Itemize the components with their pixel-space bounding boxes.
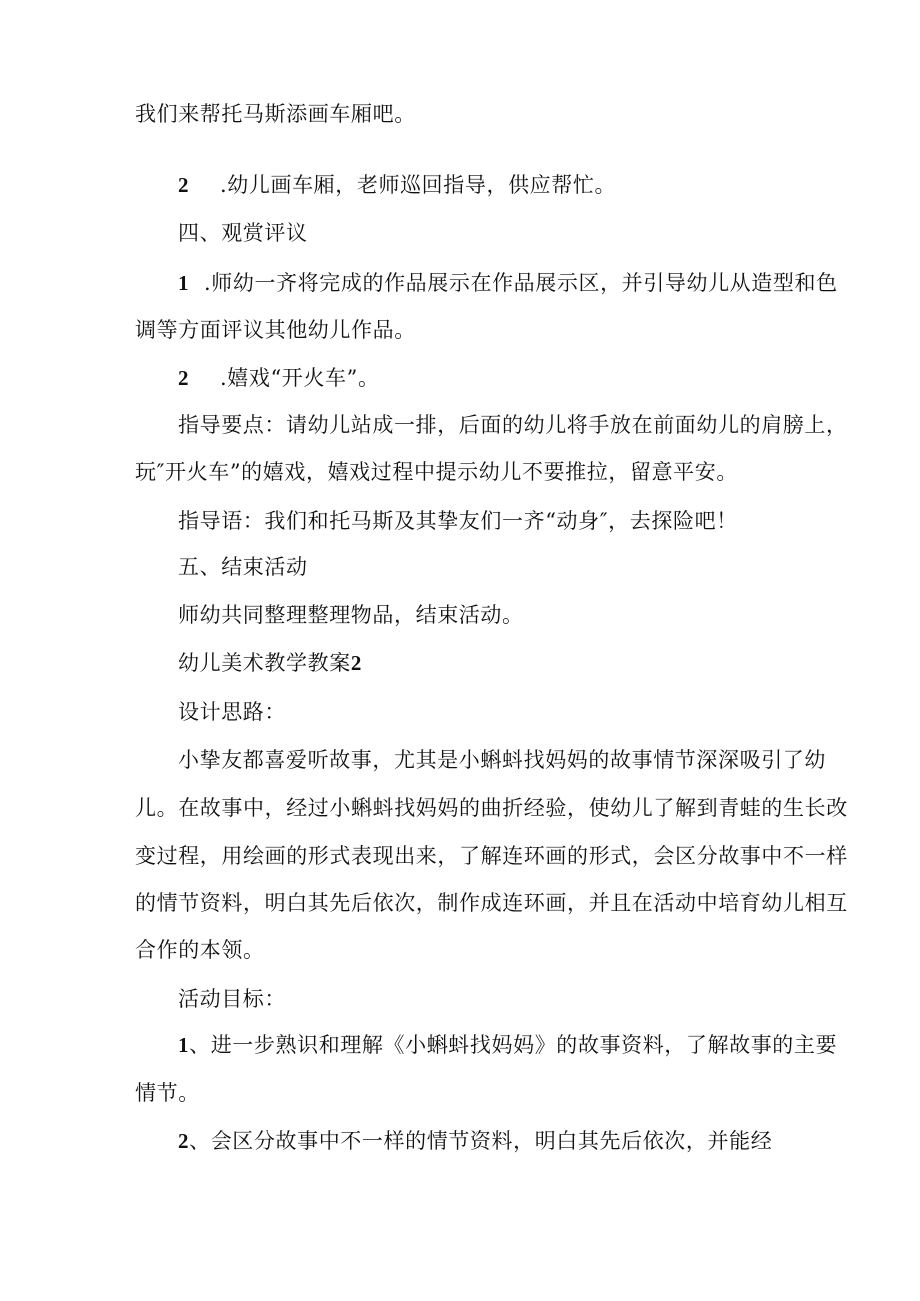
paragraph-line: [178, 745, 826, 775]
line-text: 变过程，用绘画的形式表现出来，了解连环画的形式，会区分故事中不一样: [135, 844, 848, 868]
line-text: 四、观赏评议: [178, 221, 308, 245]
numbered-line: [178, 1126, 772, 1156]
line-text: 五、结束活动: [178, 555, 308, 579]
paragraph-line: [135, 841, 848, 871]
paragraph-line: [135, 793, 848, 823]
line-text: 玩″开火车”的嬉戏，嬉戏过程中提示幼儿不要推拉，留意平安。: [135, 460, 738, 484]
section-heading: [178, 218, 308, 248]
subheading: [178, 697, 286, 727]
line-text: 幼儿美术教学教案: [178, 651, 351, 675]
numbered-line: [178, 170, 616, 200]
section-heading: [178, 552, 308, 582]
line-text: 指导语：我们和托马斯及其挚友们一齐“动身″，去探险吧！: [178, 509, 738, 533]
line-text: 师幼共同整理整理物品，结束活动。: [178, 603, 524, 627]
line-text: 情节。: [135, 1081, 200, 1105]
paragraph-line: [178, 600, 524, 630]
line-text: 、会区分故事中不一样的情节资料，明白其先后依次，并能经: [189, 1129, 773, 1153]
list-number: 2: [178, 366, 190, 390]
numbered-line: [178, 1030, 837, 1060]
line-text: 、进一步熟识和理解《小蝌蚪找妈妈》的故事资料，了解故事的主要: [189, 1033, 838, 1057]
numbered-line: [178, 268, 838, 298]
line-text: 儿。在故事中，经过小蝌蚪找妈妈的曲折经验，使幼儿了解到青蛙的生长改: [135, 796, 848, 820]
paragraph-line: [135, 1078, 200, 1108]
paragraph-line: [135, 315, 416, 345]
line-text: 小挚友都喜爱听故事，尤其是小蝌蚪找妈妈的故事情节深深吸引了幼: [178, 748, 826, 772]
line-text: 我们来帮托马斯添画车厢吧。: [135, 102, 416, 126]
paragraph-line: [135, 888, 848, 918]
list-number: 2: [178, 1129, 190, 1153]
numbered-line: [178, 363, 380, 393]
line-text: 指导要点：请幼儿站成一排，后面的幼儿将手放在前面幼儿的肩膀上，: [178, 413, 848, 437]
line-text: 活动目标：: [178, 987, 286, 1011]
line-text: 调等方面评议其他幼儿作品。: [135, 318, 416, 342]
list-number: 1: [178, 271, 190, 295]
list-number: 2: [178, 173, 190, 197]
paragraph-line: [135, 935, 265, 965]
line-text: 合作的本领。: [135, 938, 265, 962]
paragraph-line: [178, 410, 848, 440]
section-title: [178, 648, 362, 678]
subheading: [178, 984, 286, 1014]
paragraph-line: [178, 506, 738, 536]
line-text: .嬉戏“开火车”。: [220, 366, 380, 390]
paragraph-line: [135, 457, 738, 487]
line-text: 的情节资料，明白其先后依次，制作成连环画，并且在活动中培育幼儿相互: [135, 891, 848, 915]
line-text: .幼儿画车厢，老师巡回指导，供应帮忙。: [220, 173, 617, 197]
line-text: 设计思路：: [178, 700, 286, 724]
list-number: 1: [178, 1033, 190, 1057]
paragraph-line: [135, 99, 416, 129]
line-text: .师幼一齐将完成的作品展示在作品展示区，并引导幼儿从造型和色: [204, 271, 838, 295]
title-number: 2: [350, 651, 362, 675]
